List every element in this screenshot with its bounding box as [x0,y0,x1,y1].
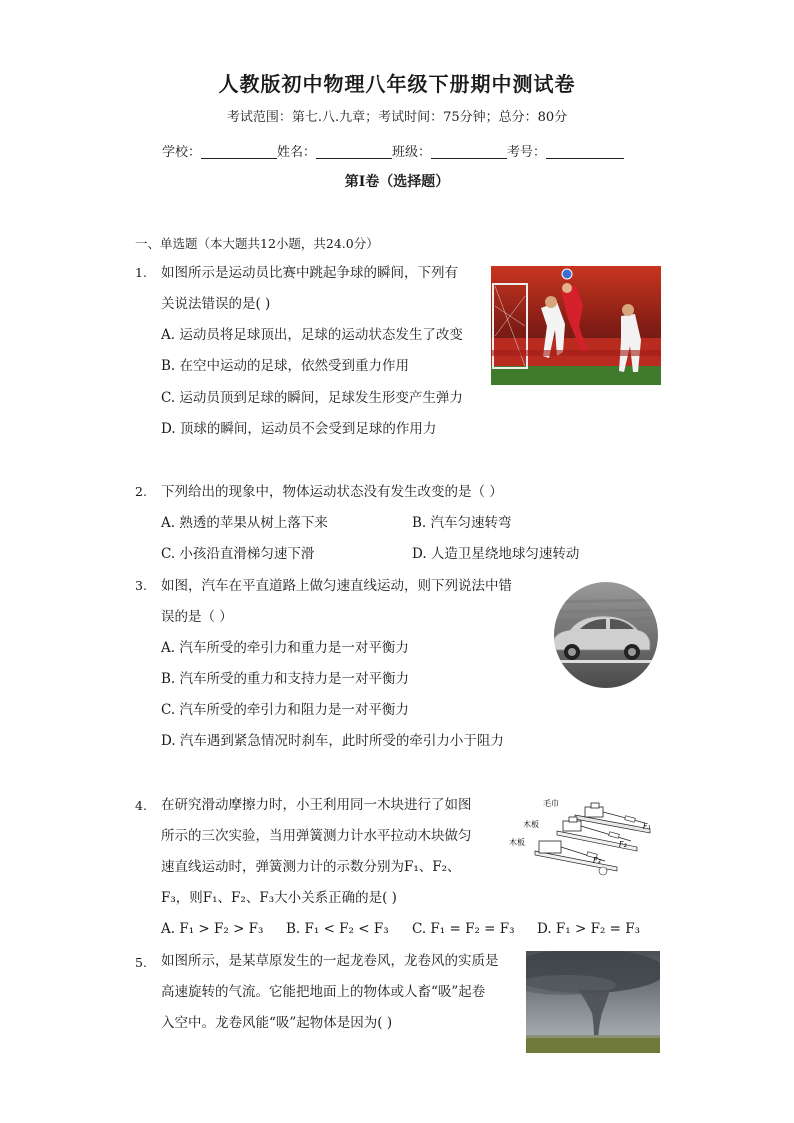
name-blank[interactable] [316,144,392,159]
question-2-option-b[interactable]: B. 汽车匀速转弯 [412,515,512,531]
number-blank[interactable] [546,144,624,159]
question-4-number: 4. [135,798,147,813]
towel-label: 毛巾 [543,799,559,808]
question-5-stem-line-1: 如图所示，是某草原发生的一起龙卷风，龙卷风的实质是 [161,953,499,969]
section-title: 第I卷（选择题） [344,174,450,190]
question-1-option-c[interactable]: C. 运动员顶到足球的瞬间，足球发生形变产生弹力 [161,390,463,406]
tornado-photo [526,951,660,1053]
question-4-stem-line-3: 速直线运动时，弹簧测力计的示数分别为F₁、F₂、 [161,859,461,875]
question-3-option-c[interactable]: C. 汽车所受的牵引力和阻力是一对平衡力 [161,702,409,718]
moving-car-photo [546,582,658,688]
question-1-stem-line-2: 关说法错误的是( ) [161,296,271,312]
question-4-option-b[interactable]: B. F₁ < F₂ < F₃ [286,921,389,937]
question-4-option-a[interactable]: A. F₁ > F₂ > F₃ [161,921,264,937]
friction-experiment-diagram [505,795,658,881]
question-2-option-d[interactable]: D. 人造卫星绕地球匀速转动 [412,546,580,562]
f1-label: F₁ [643,822,651,831]
part-title: 一、单选题（本大题共12小题，共24.0分） [135,236,379,251]
question-2-stem: 下列给出的现象中，物体运动状态没有发生改变的是（ ） [161,484,503,500]
board-label-2: 木板 [509,838,525,847]
question-1-option-d[interactable]: D. 顶球的瞬间，运动员不会受到足球的作用力 [161,421,437,437]
question-4-stem-line-2: 所示的三次实验，当用弹簧测力计水平拉动木块做匀 [161,828,472,844]
question-1-option-b[interactable]: B. 在空中运动的足球，依然受到重力作用 [161,358,410,374]
question-2-number: 2. [135,484,147,499]
question-1-option-a[interactable]: A. 运动员将足球顶出，足球的运动状态发生了改变 [161,327,463,343]
exam-title: 人教版初中物理八年级下册期中测试卷 [218,72,576,96]
question-4-option-c[interactable]: C. F₁ = F₂ = F₃ [412,921,515,937]
class-blank[interactable] [431,144,507,159]
question-5-stem-line-3: 入空中。龙卷风能“吸”起物体是因为( ) [161,1015,393,1031]
question-3-stem-line-2: 误的是（ ） [161,609,233,625]
f3-label: F₃ [593,856,601,865]
question-3-option-b[interactable]: B. 汽车所受的重力和支持力是一对平衡力 [161,671,410,687]
student-info-line [162,141,624,160]
question-3-option-a[interactable]: A. 汽车所受的牵引力和重力是一对平衡力 [161,640,409,656]
school-blank[interactable] [201,144,277,159]
question-3-number: 3. [135,578,147,593]
question-4-option-d[interactable]: D. F₁ > F₂ = F₃ [537,921,641,937]
question-1-stem-line-1: 如图所示是运动员比赛中跳起争球的瞬间，下列有 [161,265,458,281]
question-2-option-c[interactable]: C. 小孩沿直滑梯匀速下滑 [161,546,315,562]
question-1-number: 1. [135,265,147,280]
question-3-stem-line-1: 如图，汽车在平直道路上做匀速直线运动，则下列说法中错 [161,578,512,594]
board-label-1: 木板 [523,820,539,829]
question-5-number: 5. [135,955,147,970]
question-2-option-a[interactable]: A. 熟透的苹果从树上落下来 [161,515,328,531]
question-5-stem-line-2: 高速旋转的气流。它能把地面上的物体或人畜“吸”起卷 [161,984,486,1000]
question-3-option-d[interactable]: D. 汽车遇到紧急情况时刹车，此时所受的牵引力小于阻力 [161,733,504,749]
f2-label: F₂ [619,840,627,849]
question-4-stem-line-1: 在研究滑动摩擦力时，小王利用同一木块进行了如图 [161,797,472,813]
soccer-header-photo [491,266,661,385]
class-label: 班级： [392,145,432,160]
number-label: 考号： [507,145,547,160]
question-4-stem-line-4: F₃，则F₁、F₂、F₃大小关系正确的是( ) [161,890,397,906]
school-label: 学校： [162,145,202,160]
exam-subtitle: 考试范围：第七.八.九章；考试时间：75分钟；总分：80分 [226,110,568,125]
name-label: 姓名： [277,145,317,160]
